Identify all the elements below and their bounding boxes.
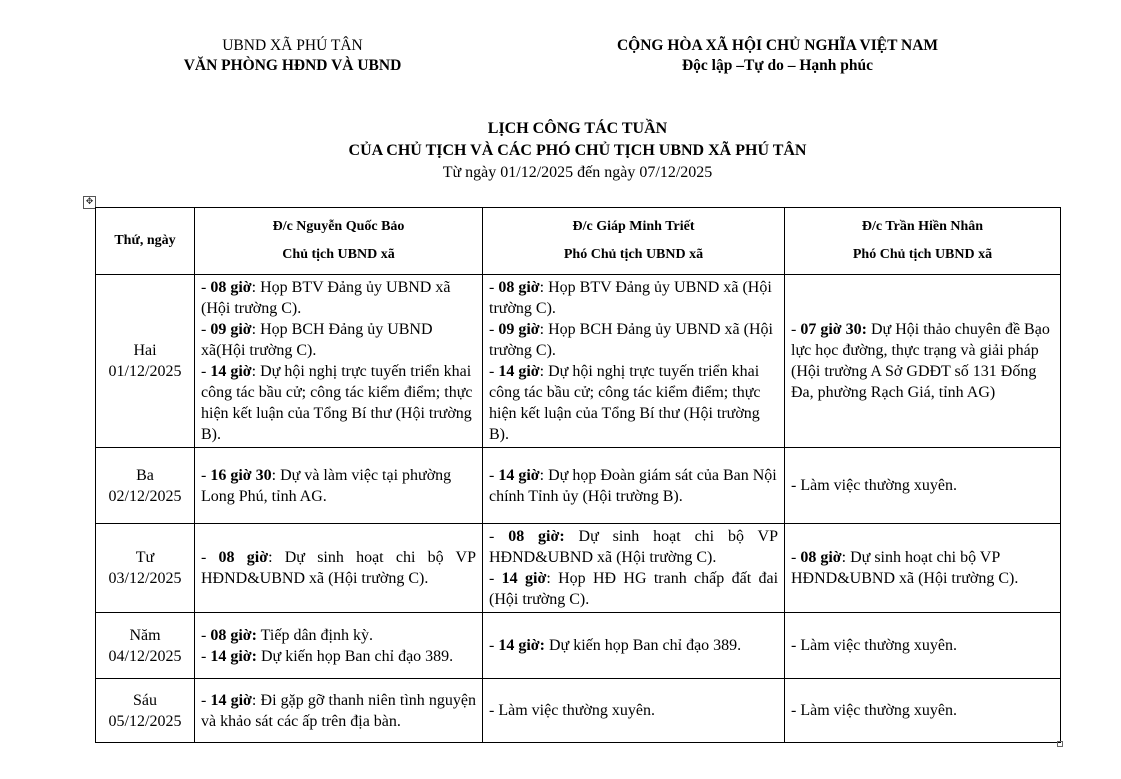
schedule-text: : Họp BCH Đảng ủy UBND xã(Hội trường C).: [201, 321, 433, 359]
date-range: Từ ngày 01/12/2025 đến ngày 07/12/2025: [442, 164, 713, 181]
schedule-cell: [483, 275, 785, 448]
schedule-time: 08 giờ:: [508, 528, 565, 545]
schedule-text: : Dự họp Đoàn giám sát của Ban Nội chính Tỉnh ủy (Hội trường B).: [489, 466, 777, 505]
table-row: [96, 448, 1061, 524]
schedule-item: - 08 giờ: Dự sinh hoạt chi bộ VP HĐND&UBND xã (Hội trường C).: [791, 549, 1019, 587]
table-header-row: [96, 208, 1061, 275]
date: 02/12/2025: [108, 487, 182, 505]
schedule-time: 14 giờ: [501, 570, 547, 587]
schedule-cell: [483, 613, 785, 679]
schedule-item: - 14 giờ: Dự kiến họp Ban chỉ đạo 389.: [201, 647, 454, 665]
official-3-title: Phó Chủ tịch UBND xã: [852, 247, 993, 262]
schedule-item: - Làm việc thường xuyên.: [489, 702, 655, 719]
schedule-text: Dự Hội thảo chuyên đề Bạo lực học đường, thực trạng và giải pháp (Hội trường A Sở GDĐT số 131 Đống Đa, phường Rạch Giá, tỉnh AG): [791, 321, 1050, 401]
schedule-item: - 09 giờ: Họp BCH Đảng ủy UBND xã (Hội trường C).: [489, 321, 773, 359]
schedule-text: : Dự sinh hoạt chi bộ VP HĐND&UBND xã (Hội trường C).: [791, 549, 1019, 587]
schedule-cell: [785, 448, 1061, 524]
schedule-text: : Họp BCH Đảng ủy UBND xã (Hội trường C).: [489, 321, 773, 359]
schedule-text: Tiếp dân định kỳ.: [256, 626, 373, 644]
schedule-item: - 08 giờ: Họp BTV Đảng ủy UBND xã (Hội trường C).: [489, 279, 772, 317]
schedule-item: - 08 giờ: Dự sinh hoạt chi bộ VP HĐND&UBND xã (Hội trường C).: [201, 549, 476, 587]
schedule-text: : Dự hội nghị trực tuyến triển khai công tác bầu cử; công tác kiểm điểm; thực hiện kết luận của Tổng Bí thư (Hội trường B).: [489, 363, 761, 443]
national-motto: Độc lập –Tự do – Hạnh phúc: [681, 57, 874, 74]
schedule-cell: [483, 448, 785, 524]
table-row: [96, 275, 1061, 448]
document-title-block: [0, 118, 1121, 184]
schedule-text: Làm việc thường xuyên.: [800, 702, 957, 719]
schedule-cell: [195, 613, 483, 679]
schedule-text: : Đi gặp gỡ thanh niên tình nguyện và khảo sát các ấp trên địa bàn.: [201, 691, 476, 730]
column-header-official-3: [785, 208, 1061, 275]
schedule-item: - 08 giờ: Dự sinh hoạt chi bộ VP HĐND&UBND xã (Hội trường C).: [489, 528, 778, 566]
schedule-time: 14 giờ: [498, 466, 540, 484]
date: 04/12/2025: [108, 647, 182, 665]
schedule-text: : Dự sinh hoạt chi bộ VP HĐND&UBND xã (Hội trường C).: [201, 549, 476, 587]
schedule-cell: [195, 448, 483, 524]
schedule-time: 14 giờ:: [210, 647, 257, 665]
schedule-time: 08 giờ: [498, 279, 540, 296]
schedule-time: 14 giờ: [498, 363, 540, 380]
schedule-text: : Dự hội nghị trực tuyến triển khai công tác bầu cử; công tác kiểm điểm; thực hiện kết luận của Tổng Bí thư (Hội trường B).: [201, 363, 473, 443]
schedule-text: : Họp HĐ HG tranh chấp đất đai (Hội trường C).: [489, 570, 779, 608]
day-cell: [96, 524, 195, 613]
date: 01/12/2025: [108, 363, 182, 380]
schedule-item: - 14 giờ: Dự kiến họp Ban chỉ đạo 389.: [489, 637, 742, 654]
schedule-item: - Làm việc thường xuyên.: [791, 702, 957, 719]
schedule-text: : Dự và làm việc tại phường Long Phú, tỉnh AG.: [201, 466, 452, 505]
schedule-cell: [195, 679, 483, 743]
schedule-cell: [483, 679, 785, 743]
schedule-item: - 07 giờ 30: Dự Hội thảo chuyên đề Bạo lực học đường, thực trạng và giải pháp (Hội trường A Sở GDĐT số 131 Đống Đa, phường Rạch Giá, tỉnh AG): [791, 321, 1050, 401]
schedule-time: 14 giờ: [210, 363, 252, 380]
schedule-time: 08 giờ: [210, 279, 252, 296]
document-subtitle: CỦA CHỦ TỊCH VÀ CÁC PHÓ CHỦ TỊCH UBND XÃ PHÚ TÂN: [348, 142, 807, 159]
weekday: Hai: [133, 342, 157, 359]
schedule-cell: [785, 275, 1061, 448]
date: 05/12/2025: [108, 712, 182, 730]
schedule-time: 08 giờ: [800, 549, 842, 566]
schedule-cell: [483, 524, 785, 613]
schedule-cell: [195, 275, 483, 448]
issuer-line-1: UBND XÃ PHÚ TÂN: [222, 37, 363, 54]
national-title: CỘNG HÒA XÃ HỘI CHỦ NGHĨA VIỆT NAM: [616, 37, 939, 54]
table-row: [96, 613, 1061, 679]
schedule-time: 14 giờ:: [498, 637, 545, 654]
schedule-item: - 08 giờ: Họp BTV Đảng ủy UBND xã (Hội trường C).: [201, 279, 451, 317]
official-3-name: Đ/c Trần Hiền Nhân: [861, 219, 984, 234]
official-1-name: Đ/c Nguyễn Quốc Bảo: [272, 219, 405, 234]
date: 03/12/2025: [108, 570, 182, 587]
schedule-item: - 09 giờ: Họp BCH Đảng ủy UBND xã(Hội trường C).: [201, 321, 433, 359]
schedule-table: [95, 207, 1061, 743]
schedule-text: Làm việc thường xuyên.: [800, 477, 957, 494]
official-2-title: Phó Chủ tịch UBND xã: [563, 247, 704, 262]
official-1-title: Chủ tịch UBND xã: [282, 247, 395, 262]
day-cell: [96, 448, 195, 524]
day-cell: [96, 275, 195, 448]
weekday: Ba: [136, 466, 154, 484]
weekday: Sáu: [133, 691, 157, 709]
schedule-time: 08 giờ: [218, 549, 269, 566]
official-2-name: Đ/c Giáp Minh Triết: [572, 219, 695, 234]
schedule-item: - 16 giờ 30: Dự và làm việc tại phường Long Phú, tỉnh AG.: [201, 466, 452, 505]
column-header-official-2: [483, 208, 785, 275]
document-title: LỊCH CÔNG TÁC TUẦN: [487, 120, 668, 137]
schedule-item: - Làm việc thường xuyên.: [791, 637, 957, 654]
table-move-handle-icon[interactable]: ✥: [83, 196, 96, 209]
issuer-header: [150, 36, 435, 76]
day-cell: [96, 613, 195, 679]
schedule-item: - Làm việc thường xuyên.: [791, 477, 957, 494]
end-of-row-marker: [1057, 741, 1063, 747]
schedule-text: Dự kiến họp Ban chỉ đạo 389.: [256, 647, 454, 665]
schedule-text: : Họp BTV Đảng ủy UBND xã (Hội trường C).: [489, 279, 772, 317]
schedule-text: : Họp BTV Đảng ủy UBND xã (Hội trường C).: [201, 279, 451, 317]
column-header-day: [96, 208, 195, 275]
issuer-line-2: VĂN PHÒNG HĐND VÀ UBND: [183, 57, 402, 74]
schedule-cell: [785, 613, 1061, 679]
schedule-time: 14 giờ: [210, 691, 252, 709]
schedule-item: - 14 giờ: Dự họp Đoàn giám sát của Ban Nội chính Tỉnh ủy (Hội trường B).: [489, 466, 777, 505]
column-header-day-label: Thứ, ngày: [114, 233, 176, 248]
schedule-item: - 14 giờ: Dự hội nghị trực tuyến triển khai công tác bầu cử; công tác kiểm điểm; thực hiện kết luận của Tổng Bí thư (Hội trường B).: [201, 363, 473, 443]
day-cell: [96, 679, 195, 743]
schedule-time: 16 giờ 30: [210, 466, 272, 484]
schedule-item: - 14 giờ: Họp HĐ HG tranh chấp đất đai (Hội trường C).: [489, 570, 779, 608]
table-row: [96, 679, 1061, 743]
weekday: Năm: [129, 626, 161, 644]
schedule-item: - 08 giờ: Tiếp dân định kỳ.: [201, 626, 373, 644]
schedule-text: Dự kiến họp Ban chỉ đạo 389.: [544, 637, 742, 654]
schedule-item: - 14 giờ: Dự hội nghị trực tuyến triển khai công tác bầu cử; công tác kiểm điểm; thực hiện kết luận của Tổng Bí thư (Hội trường B).: [489, 363, 761, 443]
table-row: [96, 524, 1061, 613]
national-header: [560, 36, 995, 76]
schedule-time: 09 giờ: [210, 321, 252, 338]
schedule-item: - 14 giờ: Đi gặp gỡ thanh niên tình nguyện và khảo sát các ấp trên địa bàn.: [201, 691, 476, 730]
column-header-official-1: [195, 208, 483, 275]
schedule-text: Dự sinh hoạt chi bộ VP HĐND&UBND xã (Hội trường C).: [489, 528, 778, 566]
schedule-cell: [785, 524, 1061, 613]
schedule-time: 09 giờ: [498, 321, 540, 338]
schedule-time: 07 giờ 30:: [800, 321, 867, 338]
schedule-text: Làm việc thường xuyên.: [800, 637, 957, 654]
schedule-time: 08 giờ:: [210, 626, 257, 644]
schedule-text: Làm việc thường xuyên.: [498, 702, 655, 719]
schedule-cell: [195, 524, 483, 613]
schedule-cell: [785, 679, 1061, 743]
weekday: Tư: [135, 549, 155, 566]
